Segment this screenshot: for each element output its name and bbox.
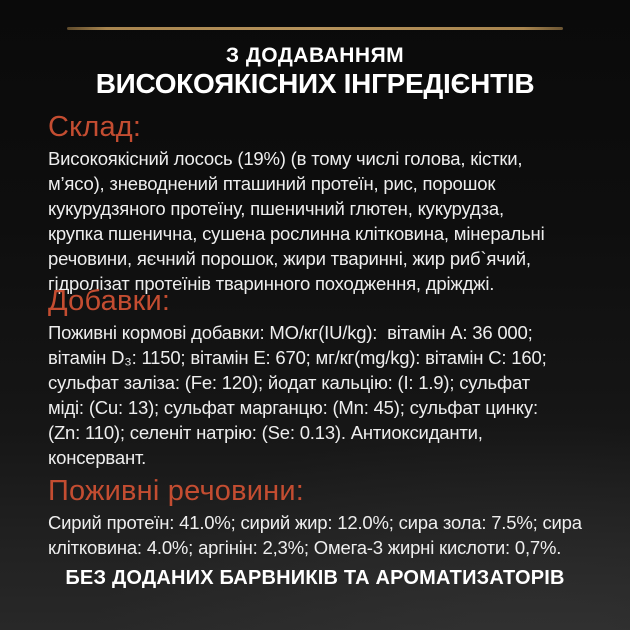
composition-line: кукурудзяного протеїну, пшеничний глютен, кукурудза, [48, 198, 504, 219]
section-additives [48, 286, 610, 470]
additives-line: Поживні кормові добавки: МО/кг(IU/kg): вітамін А: 36 000; [48, 322, 533, 343]
header-title: ВИСОКОЯКІСНИХ ІНГРЕДІЄНТІВ [95, 68, 535, 99]
composition-line: Високоякісний лосось (19%) (в тому числі голова, кістки, [48, 148, 523, 169]
composition-line: м’ясо), зневоднений пташиний протеїн, рис, порошок [48, 173, 496, 194]
composition-line: крупка пшенична, сушена рослинна клітковина, мінеральні [48, 223, 545, 244]
composition-line: речовини, яєчний порошок, жири тваринні, жир риб`ячий, [48, 248, 531, 269]
additives-line: сульфат заліза: (Fe: 120); йодат кальцію: (I: 1.9); сульфат [48, 372, 530, 393]
nutrients-heading: Поживні речовини: [48, 475, 304, 507]
nutrients-line: клітковина: 4.0%; аргінін: 2,3%; Омега-3 жирні кислоти: 0,7%. [48, 537, 562, 558]
additives-line: консервант. [48, 447, 147, 468]
no-additives-claim: БЕЗ ДОДАНИХ БАРВНИКІВ ТА АРОМАТИЗАТОРІВ [65, 567, 565, 589]
additives-line: (Zn: 110); селеніт натрію: (Se: 0.13). Антиоксиданти, [48, 422, 483, 443]
additives-line: міді: (Cu: 13); сульфат марганцю: (Mn: 45); сульфат цинку: [48, 397, 538, 418]
additives-heading: Добавки: [48, 285, 171, 317]
composition-heading: Склад: [48, 111, 142, 143]
nutrients-line: Сирий протеїн: 41.0%; сирий жир: 12.0%; сира зола: 7.5%; сира [48, 512, 582, 533]
gold-divider-line [67, 27, 563, 30]
composition-line: гідролізат протеїнів тваринного походження, дріжджі. [48, 273, 495, 294]
section-nutrients [48, 476, 610, 560]
header-subtitle: З ДОДАВАННЯМ [225, 44, 405, 67]
section-composition [48, 112, 610, 296]
additives-line: вітамін D₃: 1150; вітамін Е: 670; мг/кг(mg/kg): вітамін С: 160; [48, 347, 547, 368]
